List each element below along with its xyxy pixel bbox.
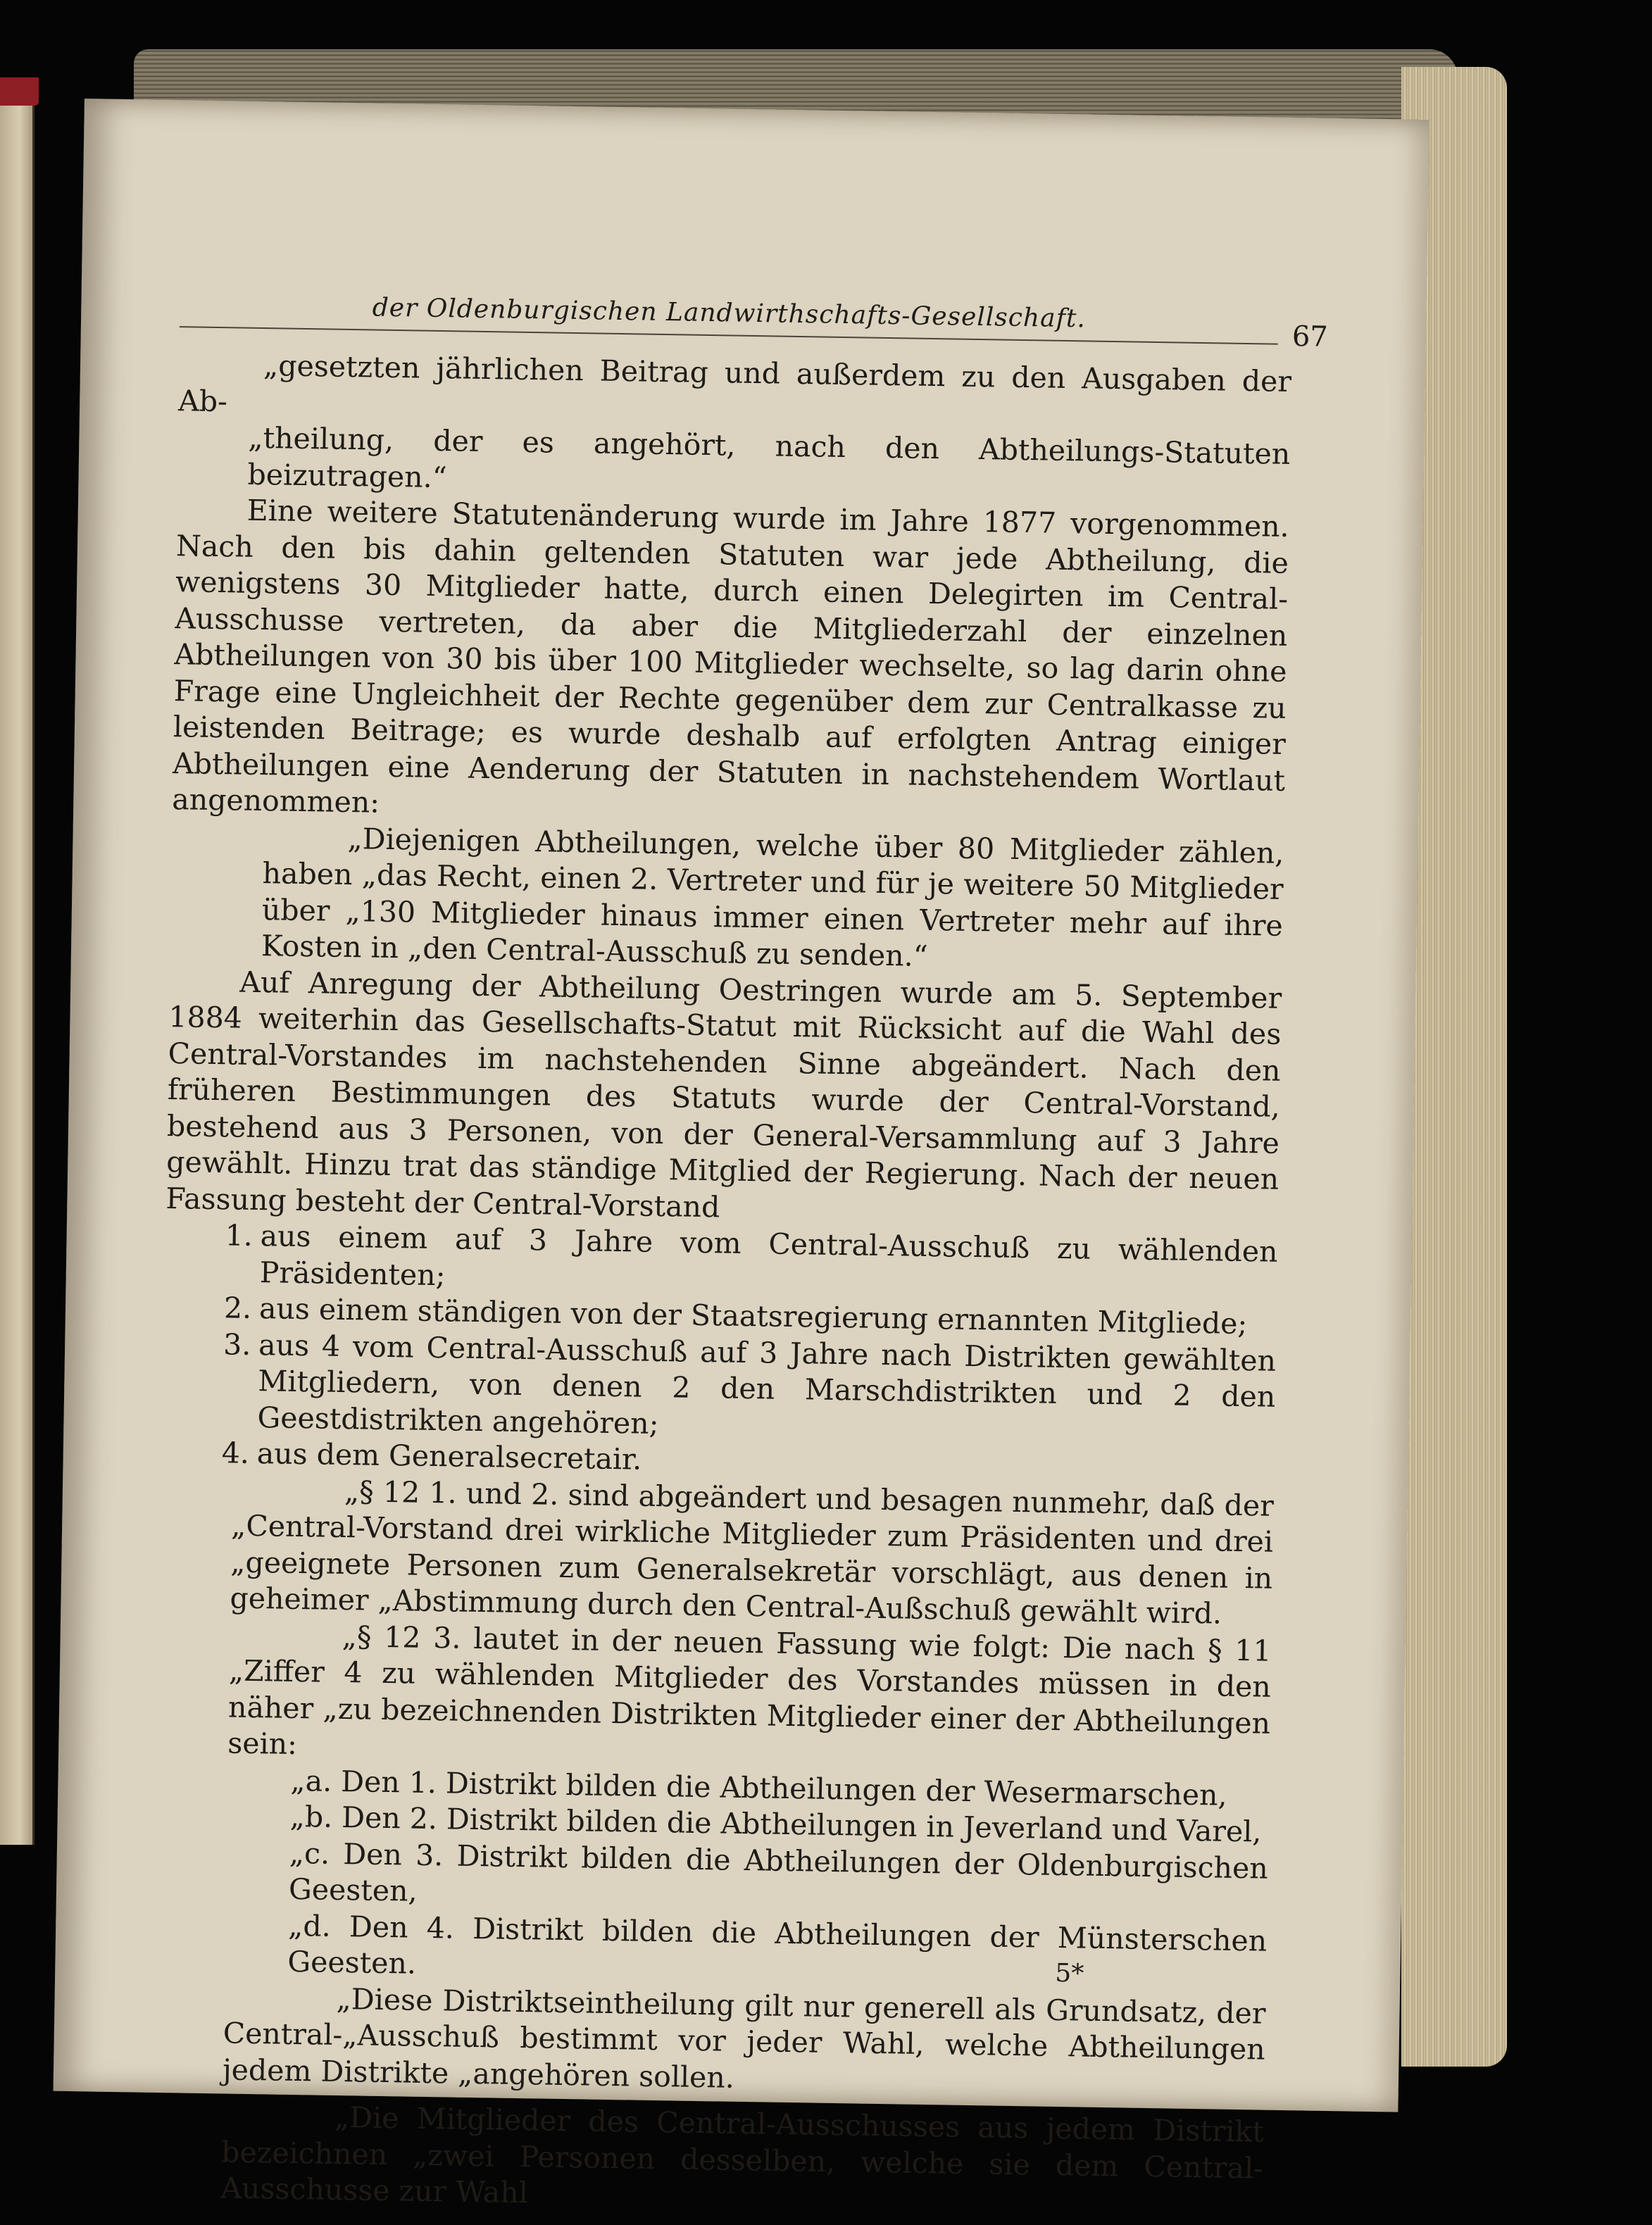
district-c: „c. Den 3. Distrikt bilden die Abtheilungen der Oldenburgischen Geesten,: [288, 1836, 1269, 1908]
list-text: aus einem auf 3 Jahre vom Central-Ausschuß zu wählenden Präsidenten;: [259, 1219, 1278, 1292]
signature-mark: 5*: [1055, 1958, 1084, 1988]
list-text: aus einem ständigen von der Staatsregierung ernannten Mitgliede;: [258, 1291, 1248, 1341]
quoted-paragraph-12-3: „§ 12 3. lautet in der neuen Fassung wie folgt: Die nach § 11 „Ziffer 4 zu wählenden Mitglieder des Vorstandes müssen in den näher „zu bezeichnenden Distrikten Mitglieder einer der Abtheilungen sein:: [227, 1619, 1272, 1762]
list-item: [222, 1327, 1276, 1452]
facing-page-edge: [0, 99, 35, 1845]
continued-quote-line-2: „theilung, der es angehört, nach den Abtheilungs-Statuten beizutragen.“: [247, 420, 1291, 494]
central-board-list: [161, 1217, 1277, 1488]
list-number: 3.: [223, 1327, 251, 1362]
quoted-statute-representatives: „Diejenigen Abtheilungen, welche über 80 Mitglieder zählen, haben „das Recht, einen 2. Vertreter und für je weitere 50 Mitglieder über „130 Mitglieder hinaus immer einen Vertreter mehr auf ihre Kosten in „den Central-Ausschuß zu senden.“: [261, 821, 1284, 973]
list-text: aus 4 vom Central-Ausschuß auf 3 Jahre nach Distrikten gewählten Mitgliedern, von denen 2 den Marschdistrikten und 2 den Geestdistrikten angehören;: [257, 1327, 1277, 1441]
quoted-paragraph-12-1-2: „§ 12 1. und 2. sind abgeändert und besagen nunmehr, daß der „Central-Vorstand drei wirkliche Mitglieder zum Präsidenten und drei „geeignete Personen zum Generalsekretär vorschlägt, aus denen in geheimer „Abstimmung durch den Central-Außschuß gewählt wird.: [230, 1474, 1275, 1631]
list-number: 4.: [221, 1436, 250, 1470]
list-number: 1.: [225, 1218, 254, 1253]
district-a: „a. Den 1. Distrikt bilden die Abtheilungen der Wesermarschen,: [290, 1763, 1227, 1812]
quoted-district-division: „Diese Distriktseintheilung gilt nur generell als Grundsatz, der Central-„Ausschuß bestimmt vor jeder Wahl, welche Abtheilungen jedem Distrikte „angehören sollen.: [222, 1981, 1266, 2095]
paragraph-statute-change-1877: Eine weitere Statutenänderung wurde im Jahre 1877 vorgenommen. Nach den bis dahin geltenden Statuten war jede Abtheilung, die wenigstens 30 Mitglieder hatte, durch einen Delegirten im Central-Ausschusse vertreten, da aber die Mitgliederzahl der einzelnen Abtheilungen von 30 bis über 100 Mitglieder wechselte, so lag darin ohne Frage eine Ungleichheit der Rechte gegenüber dem zur Centralkasse zu leistenden Beitrage; es wurde deshalb auf erfolgten Antrag einiger Abtheilungen eine Aenderung der Statuten in nachstehendem Wortlaut angenommen:: [172, 493, 1290, 820]
page-number: 67: [1291, 320, 1329, 353]
district-b: „b. Den 2. Distrikt bilden die Abtheilungen in Jeverland und Varel,: [289, 1799, 1262, 1849]
list-text: aus dem Generalsecretair.: [256, 1436, 642, 1477]
book-page: [54, 99, 1429, 2210]
district-d: „d. Den 4. Distrikt bilden die Abtheilungen der Münsterschen Geesten.: [287, 1908, 1268, 1981]
red-book-cover-edge: [0, 77, 39, 106]
quoted-members-nomination: „Die Mitglieder des Central-Ausschusses aus jedem Distrikt bezeichnen „zwei Personen desselben, welche sie dem Central-Ausschusse zur Wahl: [220, 2100, 1265, 2210]
continued-quote-line-1: „gesetzten jährlichen Beitrag und außerdem zu den Ausgaben der Ab-: [177, 349, 1292, 418]
list-number: 2.: [223, 1291, 252, 1325]
paragraph-oestringen-1884: Auf Anregung der Abtheilung Oestringen wurde am 5. September 1884 weiterhin das Gesellschafts-Statut mit Rücksicht auf die Wahl des Central-Vorstandes im nachstehenden Sinne abgeändert. Nach den früheren Bestimmungen des Statuts wurde der Central-Vorstand, bestehend aus 3 Personen, von der General-Versammlung auf 3 Jahre gewählt. Hinzu trat das ständige Mitglied der Regierung. Nach der neuen Fassung besteht der Central-Vorstand: [165, 965, 1282, 1224]
page-body: [150, 346, 1291, 2223]
running-title: der Oldenburgischen Landwirthschafts-Gesellschaft.: [180, 290, 1279, 344]
